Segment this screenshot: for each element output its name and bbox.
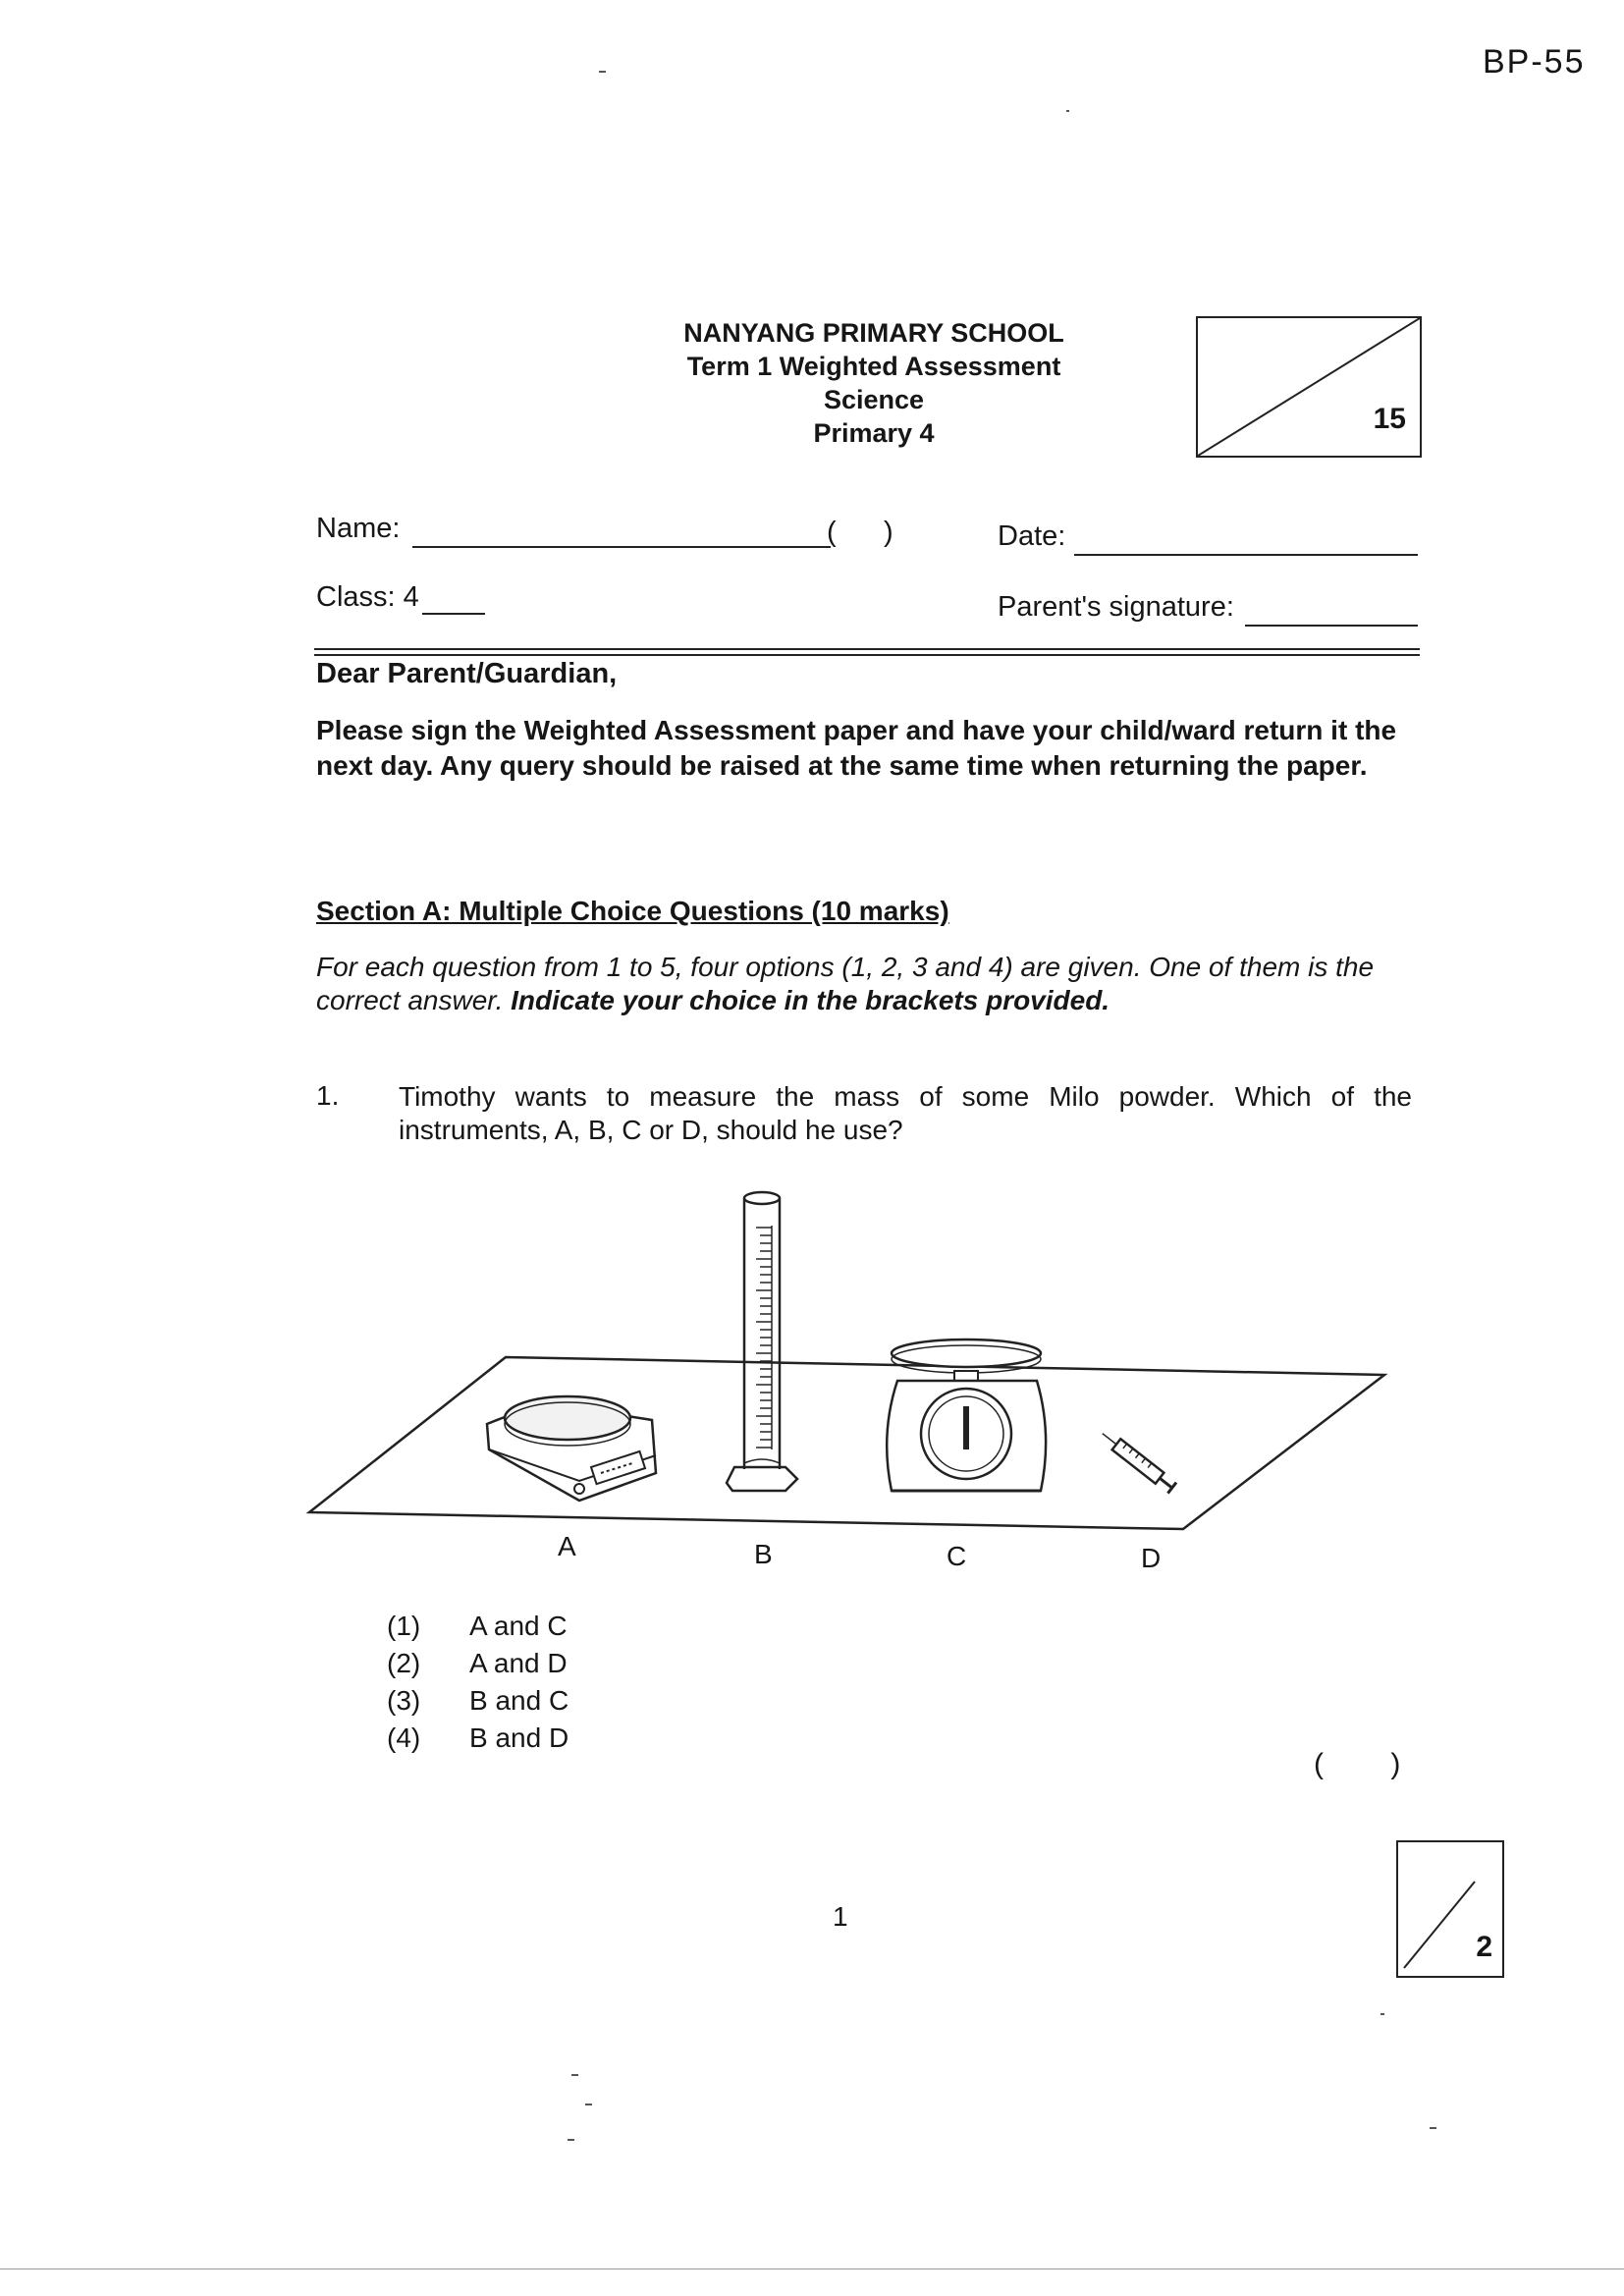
syringe-icon xyxy=(1098,1428,1176,1493)
option-1-text: A and C xyxy=(469,1611,568,1641)
signature-label: Parent's signature: xyxy=(998,591,1234,623)
scan-speck xyxy=(585,2104,592,2105)
option-2-number: (2) xyxy=(387,1648,421,1678)
score-total: 15 xyxy=(1373,403,1406,435)
measuring-cylinder-icon xyxy=(727,1192,797,1491)
name-input-line[interactable] xyxy=(412,546,831,548)
figure-label-a: A xyxy=(558,1531,576,1561)
option-4-text: B and D xyxy=(469,1722,569,1753)
paper-header xyxy=(579,316,1168,450)
class-label: Class: 4 xyxy=(316,581,419,613)
page-marks-total: 2 xyxy=(1476,1931,1492,1963)
class-input-line[interactable] xyxy=(422,613,485,615)
electronic-balance-icon xyxy=(487,1396,656,1501)
instruction-text: For each question from 1 to 5, four options (1, 2, 3 and 4) are given. One of them is the correct answer. xyxy=(316,952,1375,1015)
option-3-text: B and C xyxy=(469,1685,569,1716)
answer-brackets[interactable]: ( ) xyxy=(1314,1748,1431,1780)
table-surface xyxy=(309,1357,1384,1529)
school-name: NANYANG PRIMARY SCHOOL xyxy=(683,318,1064,348)
signature-input-line[interactable] xyxy=(1245,625,1418,627)
scan-speck xyxy=(1430,2127,1436,2129)
divider-rule-second xyxy=(314,654,1420,656)
document-code: BP-55 xyxy=(1483,43,1586,81)
assessment-title: Term 1 Weighted Assessment xyxy=(686,352,1061,381)
option-2-text: A and D xyxy=(469,1648,568,1678)
subject-name: Science xyxy=(823,385,925,414)
figure-label-c: C xyxy=(947,1541,967,1571)
total-score-box[interactable] xyxy=(1196,316,1422,458)
kitchen-scale-icon xyxy=(887,1339,1046,1491)
option-1[interactable] xyxy=(387,1611,568,1642)
figure-label-b: B xyxy=(754,1539,773,1569)
question-1-number: 1. xyxy=(316,1080,340,1111)
section-a-title: Section A: Multiple Choice Questions (10 marks) xyxy=(316,896,949,926)
section-a-instruction xyxy=(316,951,1416,1017)
option-1-number: (1) xyxy=(387,1611,421,1641)
instruments-figure xyxy=(295,1178,1394,1596)
scan-speck xyxy=(568,2139,574,2141)
name-label: Name: xyxy=(316,513,401,544)
divider-rule xyxy=(314,648,1420,650)
figure-label-d: D xyxy=(1141,1543,1162,1573)
option-3[interactable] xyxy=(387,1685,569,1717)
page-marks-box[interactable] xyxy=(1396,1840,1504,1978)
option-2[interactable] xyxy=(387,1648,568,1679)
date-label: Date: xyxy=(998,520,1066,552)
scan-speck xyxy=(571,2074,578,2076)
scan-speck xyxy=(599,71,606,73)
question-1-text: Timothy wants to measure the mass of some Milo powder. Which of the instruments, A, B, C or D, should he use? xyxy=(399,1081,1412,1145)
date-input-line[interactable] xyxy=(1074,554,1418,556)
option-4-number: (4) xyxy=(387,1722,421,1753)
scan-speck xyxy=(1380,2013,1384,2015)
level-name: Primary 4 xyxy=(813,418,935,448)
greeting: Dear Parent/Guardian, xyxy=(316,658,618,689)
parent-notice: Please sign the Weighted Assessment paper and have your child/ward return it the next day. Any query should be raised at the same time when returning the paper. xyxy=(316,715,1397,781)
page-number: 1 xyxy=(833,1901,848,1932)
index-number-brackets[interactable]: ( ) xyxy=(827,517,893,548)
option-3-number: (3) xyxy=(387,1685,421,1716)
option-4[interactable] xyxy=(387,1722,569,1754)
instruction-emphasis: Indicate your choice in the brackets provided. xyxy=(511,985,1110,1015)
scan-speck xyxy=(1066,110,1069,112)
